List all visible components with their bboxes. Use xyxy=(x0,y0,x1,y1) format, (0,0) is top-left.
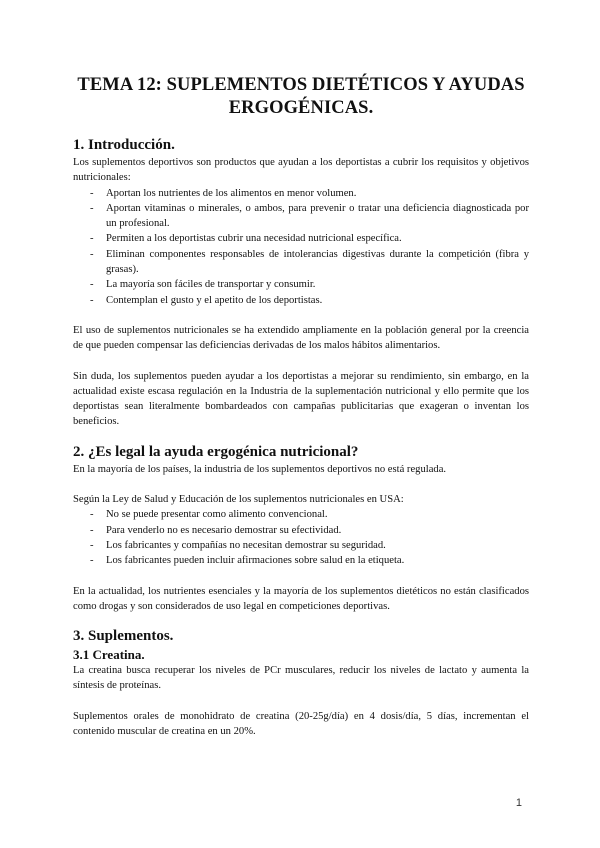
page-number: 1 xyxy=(515,797,522,809)
dash-bullet: - xyxy=(90,509,94,521)
section-heading-legal: 2. ¿Es legal la ayuda ergogénica nutricional? xyxy=(73,443,359,460)
list-item: - Permiten a los deportistas cubrir una necesidad nutricional específica. xyxy=(73,231,529,246)
intro-bullet-list xyxy=(73,186,529,308)
dash-bullet: - xyxy=(90,187,94,199)
legal-paragraph-1: En la mayoría de los países, la industria de los suplementos deportivos no está regulada. xyxy=(73,463,447,475)
dash-bullet: - xyxy=(90,555,94,567)
list-item: - Contemplan el gusto y el apetito de los deportistas. xyxy=(73,293,529,308)
section-heading-suplementos: 3. Suplementos. xyxy=(73,628,174,645)
intro-lead: Los suplementos deportivos son productos que ayudan a los deportistas a cubrir los requisitos y objetivos nutricionales: xyxy=(73,157,529,184)
list-item: - La mayoría son fáciles de transportar y consumir. xyxy=(73,277,529,292)
dash-bullet: - xyxy=(90,294,94,306)
page-title: TEMA 12: SUPLEMENTOS DIETÉTICOS Y AYUDAS ERGOGÉNICAS. xyxy=(77,75,525,118)
document-page xyxy=(73,74,529,739)
list-item: - Para venderlo no es necesario demostrar su efectividad. xyxy=(73,523,529,538)
dash-bullet: - xyxy=(90,248,94,260)
legal-bullet-list xyxy=(73,507,529,568)
legal-paragraph-2: En la actualidad, los nutrientes esenciales y la mayoría de los suplementos dietéticos no están clasificados como drogas y son considerados de uso legal en competiciones deportivas. xyxy=(73,585,529,612)
intro-paragraph-2: Sin duda, los suplementos pueden ayudar a los deportistas a mejorar su rendimiento, sin embargo, en la actualidad existe escasa regulación en la Industria de la suplementación nutricional y ello permite que los deportistas sean literalmente bombardeados con campañas publicitarias que exageran o inventan los beneficios. xyxy=(73,370,529,428)
list-item: - Eliminan componentes responsables de intolerancias digestivas durante la competición (fibra y grasas). xyxy=(90,248,529,276)
intro-paragraph-1: El uso de suplementos nutricionales se ha extendido ampliamente en la población general por la creencia de que pueden compensar las deficiencias derivadas de los malos hábitos alimentarios. xyxy=(73,324,529,352)
creatina-paragraph-1: La creatina busca recuperar los niveles de PCr musculares, reducir los niveles de lactato y aumenta la síntesis de proteínas. xyxy=(73,665,529,692)
dash-bullet: - xyxy=(90,524,94,536)
creatina-paragraph-2: Suplementos orales de monohidrato de creatina (20-25g/día) en 4 dosis/día, 5 días, incrementan el contenido muscular de creatina en un 20%. xyxy=(73,710,529,738)
dash-bullet: - xyxy=(90,202,94,214)
legal-lead: Según la Ley de Salud y Educación de los suplementos nutricionales en USA: xyxy=(73,494,404,506)
dash-bullet: - xyxy=(90,233,94,245)
list-item: - Aportan vitaminas o minerales, o ambos, para prevenir o tratar una deficiencia diagnosticada por un profesional. xyxy=(90,202,529,230)
list-item: - Aportan los nutrientes de los alimentos en menor volumen. xyxy=(73,186,529,201)
subsection-heading-creatina: 3.1 Creatina. xyxy=(73,647,145,663)
dash-bullet: - xyxy=(90,279,94,291)
list-item: - Los fabricantes pueden incluir afirmaciones sobre salud en la etiqueta. xyxy=(73,553,529,568)
list-item: - Los fabricantes y compañías no necesitan demostrar su seguridad. xyxy=(73,538,529,553)
list-item: - No se puede presentar como alimento convencional. xyxy=(73,507,529,522)
section-heading-introduccion: 1. Introducción. xyxy=(73,137,175,153)
dash-bullet: - xyxy=(90,539,94,551)
